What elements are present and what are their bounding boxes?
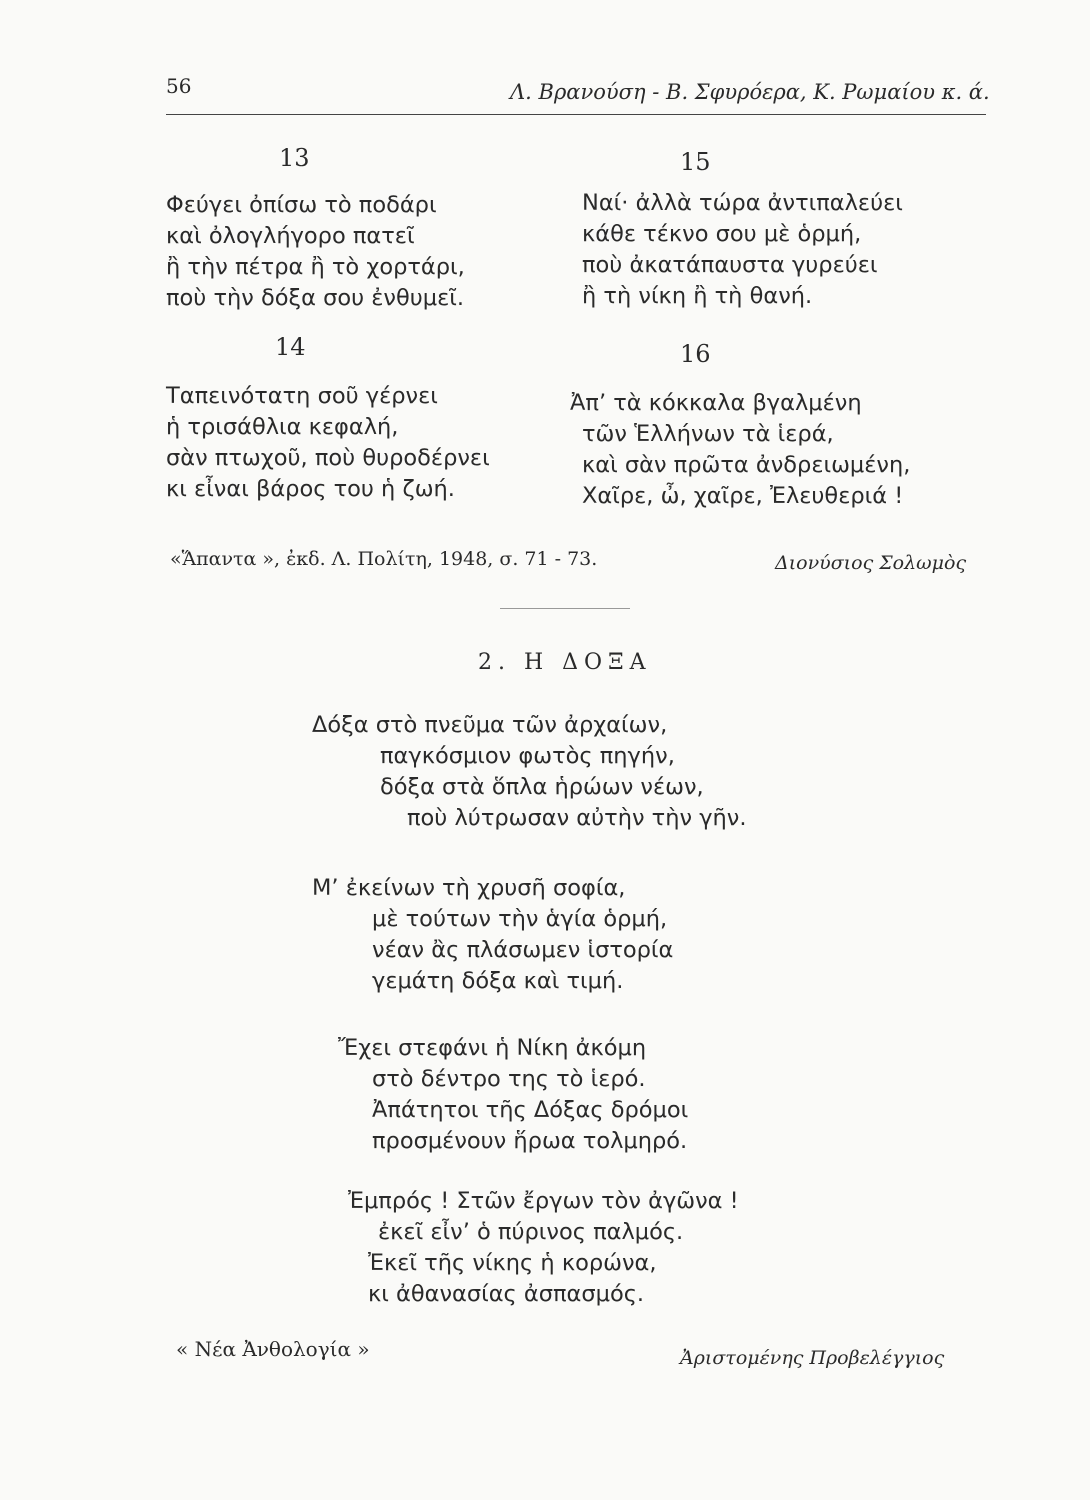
verse-line: μὲ τούτων τὴν ἁγία ὁρμή, [372,906,668,932]
verse-line: γεμάτη δόξα καὶ τιμή. [372,968,624,994]
verse-line: κι ἀθανασίας ἀσπασμός. [368,1281,645,1307]
verse-line: ἡ τρισάθλια κεφαλή, [166,414,399,440]
verse-line: ἢ τὴν πέτρα ἢ τὸ χορτάρι, [166,254,465,280]
verse-line: ἐκεῖ εἶν’ ὁ πύρινος παλμός. [378,1219,684,1245]
verse-line: Ναί· ἀλλὰ τώρα ἀντιπαλεύει [582,190,903,216]
verse-line: ποὺ ἀκατάπαυστα γυρεύει [582,252,878,278]
stanza-number: 16 [680,340,711,368]
verse-line: ποὺ λύτρωσαν αὐτὴν τὴν γῆν. [407,805,747,831]
verse-line: Ἀπ’ τὰ κόκκαλα βγαλμένη [570,390,862,416]
verse-line: ἢ τὴ νίκη ἢ τὴ θανή. [582,283,813,309]
page-number: 56 [166,74,192,98]
verse-line: τῶν Ἑλλήνων τὰ ἱερά, [582,421,834,447]
verse-line: Μ’ ἐκείνων τὴ χρυσῆ σοφία, [312,875,626,901]
author-name: Διονύσιος Σολωμὸς [775,552,967,574]
verse-line: παγκόσμιον φωτὸς πηγήν, [380,743,675,769]
section-divider [500,608,630,609]
header-rule [166,114,986,115]
verse-line: Δόξα στὸ πνεῦμα τῶν ἀρχαίων, [312,712,668,738]
stanza [570,388,910,512]
verse-line: Χαῖρε, ὦ, χαῖρε, Ἐλευθεριά ! [582,483,904,509]
stanza [582,188,903,312]
stanza-number: 15 [680,148,711,176]
verse-line: δόξα στὰ ὅπλα ἡρώων νέων, [380,774,704,800]
running-title: Λ. Βρανούση - Β. Σφυρόερα, Κ. Ρωμαίου κ. ά. [510,80,990,104]
verse-line: προσμένουν ἥρωα τολμηρό. [372,1128,688,1154]
stanza [166,190,465,314]
verse-line: Ἔχει στεφάνι ἡ Νίκη ἀκόμη [338,1035,647,1061]
stanza [312,873,673,997]
verse-line: καὶ ὀλογλήγορο πατεῖ [166,223,415,249]
source-citation: « Νέα Ἀνθολογία » [176,1337,370,1361]
source-citation: «Ἅπαντα », ἐκδ. Λ. Πολίτη, 1948, σ. 71 - 73. [170,548,598,570]
verse-line: κι εἶναι βάρος του ἡ ζωή. [166,476,455,502]
verse-line: Φεύγει ὀπίσω τὸ ποδάρι [166,192,437,218]
stanza [338,1033,688,1157]
poem-title: 2. Η ΔΟΞΑ [478,650,652,675]
stanza [166,381,490,505]
verse-line: ποὺ τὴν δόξα σου ἐνθυμεῖ. [166,285,465,311]
verse-line: νέαν ἂς πλάσωμεν ἱστορία [372,937,674,963]
verse-line: σὰν πτωχοῦ, ποὺ θυροδέρνει [166,445,490,471]
author-name: Ἀριστομένης Προβελέγγιος [680,1347,945,1369]
verse-line: καὶ σὰν πρῶτα ἀνδρειωμένη, [582,452,911,478]
stanza [312,710,747,834]
verse-line: Ἀπάτητοι τῆς Δόξας δρόμοι [372,1097,689,1123]
verse-line: Ἐμπρός ! Στῶν ἔργων τὸν ἀγῶνα ! [348,1188,739,1214]
stanza [348,1186,739,1310]
verse-line: κάθε τέκνο σου μὲ ὁρμή, [582,221,862,247]
verse-line: στὸ δέντρο της τὸ ἱερό. [372,1066,646,1092]
stanza-number: 14 [275,333,306,361]
verse-line: Ταπεινότατη σοῦ γέρνει [166,383,438,409]
stanza-number: 13 [279,144,310,172]
verse-line: Ἐκεῖ τῆς νίκης ἡ κορώνα, [368,1250,657,1276]
